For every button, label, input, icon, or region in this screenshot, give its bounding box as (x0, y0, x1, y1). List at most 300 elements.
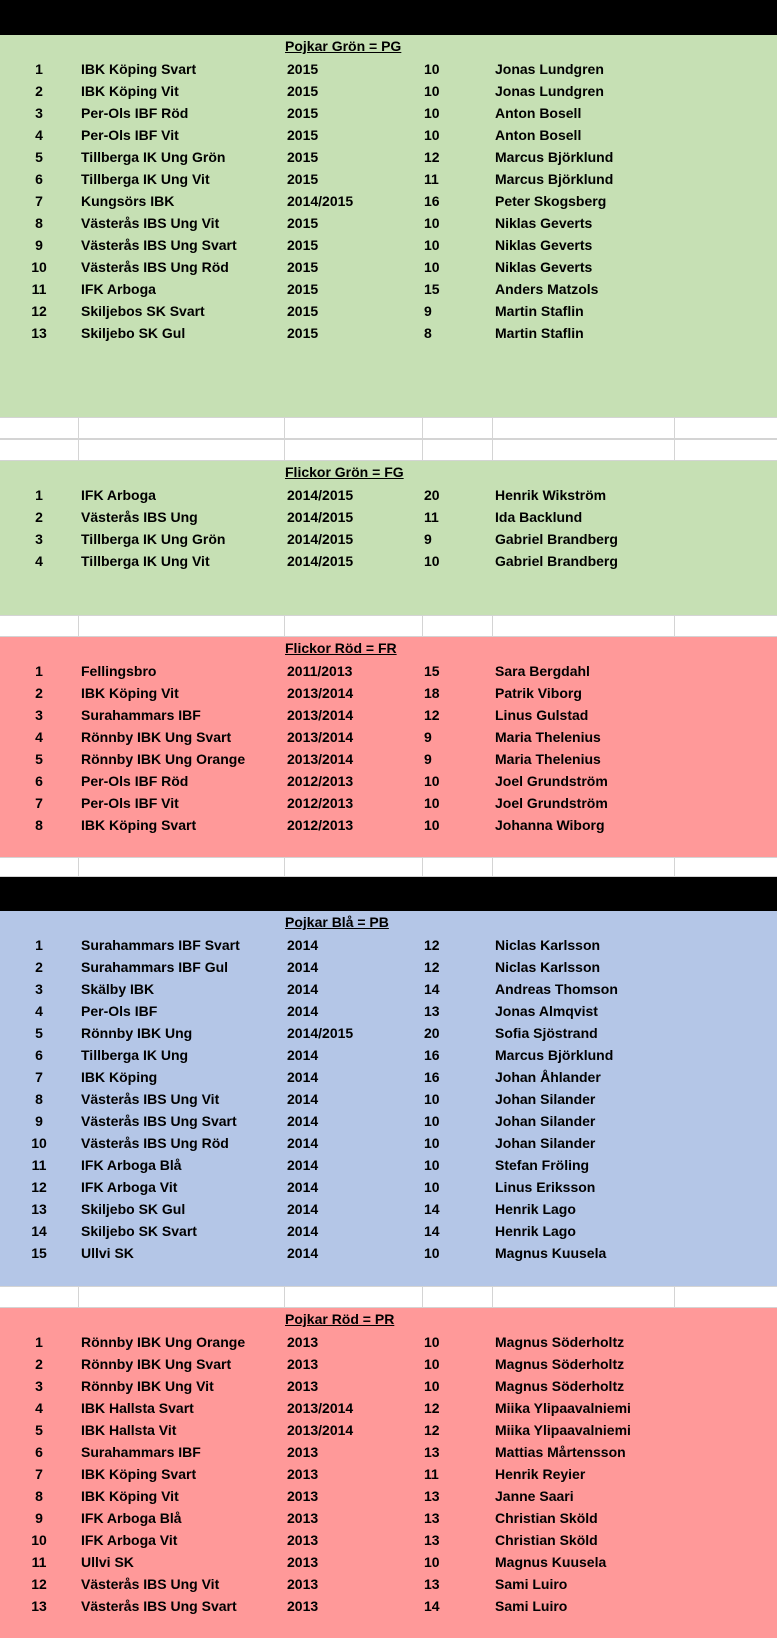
cell-birth-year: 2014 (287, 1245, 319, 1261)
cell-number: 10 (31, 259, 47, 275)
table-row (0, 1485, 777, 1507)
cell-birth-year: 2014/2015 (287, 193, 354, 209)
cell-leader: Niclas Karlsson (495, 959, 601, 975)
cell-leader: Maria Thelenius (495, 729, 601, 745)
cell-number: 12 (31, 1179, 47, 1195)
section-flickor-gron (0, 461, 777, 615)
table-row (0, 80, 777, 102)
cell-team: Västerås IBS Ung Röd (81, 1135, 229, 1151)
cell-leader: Magnus Söderholtz (495, 1378, 625, 1394)
cell-leader: Peter Skogsberg (495, 193, 607, 209)
cell-number: 4 (35, 1400, 43, 1416)
cell-team: Surahammars IBF (81, 1444, 201, 1460)
cell-number: 11 (31, 281, 47, 297)
section-title: Flickor Grön = FG (285, 464, 404, 480)
cell-players: 16 (424, 193, 440, 209)
cell-leader: Johan Silander (495, 1113, 596, 1129)
cell-birth-year: 2013 (287, 1598, 319, 1614)
cell-leader: Sami Luiro (495, 1576, 568, 1592)
table-row (0, 956, 777, 978)
cell-players: 20 (424, 1025, 440, 1041)
cell-players: 10 (424, 1179, 440, 1195)
cell-players: 10 (424, 61, 440, 77)
cell-birth-year: 2014 (287, 1179, 319, 1195)
cell-birth-year: 2014 (287, 1047, 319, 1063)
table-row (0, 1132, 777, 1154)
cell-number: 6 (35, 1047, 43, 1063)
cell-leader: Joel Grundström (495, 773, 608, 789)
cell-birth-year: 2013 (287, 1532, 319, 1548)
section-flickor-rod (0, 637, 777, 857)
table-row (0, 1000, 777, 1022)
cell-birth-year: 2011/2013 (287, 663, 353, 679)
table-row (0, 124, 777, 146)
section-title: Pojkar Blå = PB (285, 914, 389, 930)
cell-birth-year: 2014/2015 (287, 1025, 354, 1041)
cell-players: 13 (424, 1510, 440, 1526)
cell-number: 8 (35, 215, 43, 231)
cell-number: 1 (35, 663, 43, 679)
cell-leader: Mattias Mårtensson (495, 1444, 626, 1460)
cell-birth-year: 2014 (287, 1091, 319, 1107)
cell-birth-year: 2013 (287, 1378, 319, 1394)
cell-team: Per-Ols IBF Vit (81, 127, 179, 143)
cell-leader: Niklas Geverts (495, 259, 593, 275)
cell-leader: Miika Ylipaavalniemi (495, 1400, 631, 1416)
cell-leader: Magnus Kuusela (495, 1245, 607, 1261)
cell-players: 14 (424, 1598, 440, 1614)
cell-team: IFK Arboga (81, 487, 156, 503)
cell-leader: Jonas Lundgren (495, 83, 604, 99)
cell-team: Ullvi SK (81, 1245, 134, 1261)
cell-players: 10 (424, 1554, 440, 1570)
cell-players: 20 (424, 487, 440, 503)
cell-players: 10 (424, 773, 440, 789)
cell-number: 10 (31, 1135, 47, 1151)
cell-leader: Maria Thelenius (495, 751, 601, 767)
cell-number: 7 (35, 1069, 43, 1085)
cell-team: IBK Köping Vit (81, 1488, 179, 1504)
header-bar-top (0, 0, 777, 35)
cell-number: 2 (35, 1356, 43, 1372)
cell-players: 10 (424, 83, 440, 99)
cell-team: Tillberga IK Ung Grön (81, 149, 226, 165)
cell-birth-year: 2014 (287, 1003, 319, 1019)
table-row (0, 814, 777, 836)
cell-leader: Magnus Söderholtz (495, 1334, 625, 1350)
cell-team: Surahammars IBF Gul (81, 959, 229, 975)
empty-row (0, 417, 777, 439)
table-row (0, 1044, 777, 1066)
cell-birth-year: 2013/2014 (287, 1400, 354, 1416)
cell-leader: Henrik Lago (495, 1223, 576, 1239)
table-row (0, 484, 777, 506)
cell-birth-year: 2013/2014 (287, 685, 354, 701)
cell-team: Tillberga IK Ung Grön (81, 531, 226, 547)
cell-birth-year: 2015 (287, 171, 319, 187)
table-row (0, 168, 777, 190)
cell-birth-year: 2015 (287, 215, 319, 231)
cell-number: 3 (35, 707, 43, 723)
cell-birth-year: 2015 (287, 237, 319, 253)
cell-birth-year: 2013/2014 (287, 1422, 354, 1438)
cell-team: Västerås IBS Ung Svart (81, 237, 237, 253)
cell-birth-year: 2014 (287, 1157, 319, 1173)
cell-players: 10 (424, 259, 440, 275)
table-row (0, 1441, 777, 1463)
cell-players: 13 (424, 1532, 440, 1548)
cell-players: 10 (424, 127, 440, 143)
cell-leader: Anton Bosell (495, 127, 582, 143)
cell-number: 2 (35, 83, 43, 99)
cell-birth-year: 2013/2014 (287, 729, 354, 745)
cell-team: Skiljebo SK Svart (81, 1223, 197, 1239)
cell-players: 18 (424, 685, 440, 701)
cell-team: Västerås IBS Ung Vit (81, 215, 220, 231)
cell-leader: Henrik Lago (495, 1201, 576, 1217)
table-row (0, 146, 777, 168)
empty-row (0, 615, 777, 637)
cell-number: 4 (35, 127, 43, 143)
cell-number: 3 (35, 1378, 43, 1394)
cell-leader: Patrik Viborg (495, 685, 582, 701)
cell-team: IBK Köping Vit (81, 685, 179, 701)
table-row (0, 934, 777, 956)
cell-birth-year: 2014 (287, 981, 319, 997)
cell-players: 12 (424, 1422, 440, 1438)
cell-players: 13 (424, 1576, 440, 1592)
cell-players: 12 (424, 959, 440, 975)
cell-leader: Marcus Björklund (495, 1047, 614, 1063)
table-row (0, 212, 777, 234)
table-row (0, 1353, 777, 1375)
cell-number: 4 (35, 553, 43, 569)
cell-players: 14 (424, 981, 440, 997)
cell-team: Rönnby IBK Ung Orange (81, 751, 246, 767)
cell-team: Västerås IBS Ung Röd (81, 259, 229, 275)
section-title: Pojkar Grön = PG (285, 38, 402, 54)
empty-row (0, 439, 777, 461)
cell-leader: Niklas Geverts (495, 215, 593, 231)
cell-players: 9 (424, 751, 432, 767)
cell-birth-year: 2015 (287, 105, 319, 121)
table-row (0, 256, 777, 278)
table-row (0, 1463, 777, 1485)
table-row (0, 770, 777, 792)
header-bar-middle (0, 877, 777, 911)
cell-players: 10 (424, 1157, 440, 1173)
cell-birth-year: 2015 (287, 127, 319, 143)
cell-number: 13 (31, 1598, 47, 1614)
cell-leader: Henrik Wikström (495, 487, 607, 503)
cell-leader: Johan Silander (495, 1135, 596, 1151)
cell-leader: Gabriel Brandberg (495, 553, 618, 569)
cell-team: Västerås IBS Ung Vit (81, 1576, 220, 1592)
section-title: Pojkar Röd = PR (285, 1311, 395, 1327)
table-row (0, 1551, 777, 1573)
cell-number: 5 (35, 1025, 43, 1041)
cell-birth-year: 2014/2015 (287, 487, 354, 503)
cell-leader: Johan Åhlander (495, 1069, 601, 1085)
table-row (0, 1220, 777, 1242)
cell-birth-year: 2014 (287, 1113, 319, 1129)
cell-players: 14 (424, 1223, 440, 1239)
table-row (0, 978, 777, 1000)
cell-players: 14 (424, 1201, 440, 1217)
cell-team: Västerås IBS Ung Vit (81, 1091, 220, 1107)
cell-team: IBK Köping Svart (81, 817, 197, 833)
cell-leader: Linus Eriksson (495, 1179, 596, 1195)
cell-team: Rönnby IBK Ung Svart (81, 729, 232, 745)
cell-birth-year: 2014 (287, 959, 319, 975)
cell-team: Skiljebo SK Gul (81, 325, 186, 341)
section-pojkar-gron (0, 35, 777, 417)
cell-birth-year: 2014/2015 (287, 509, 354, 525)
cell-leader: Miika Ylipaavalniemi (495, 1422, 631, 1438)
cell-leader: Janne Saari (495, 1488, 574, 1504)
cell-birth-year: 2014/2015 (287, 531, 354, 547)
cell-players: 12 (424, 707, 440, 723)
cell-leader: Andreas Thomson (495, 981, 618, 997)
table-row (0, 1595, 777, 1617)
cell-players: 10 (424, 817, 440, 833)
table-row (0, 190, 777, 212)
table-row (0, 1154, 777, 1176)
cell-players: 10 (424, 1245, 440, 1261)
cell-players: 15 (424, 663, 440, 679)
cell-team: Rönnby IBK Ung Orange (81, 1334, 246, 1350)
cell-birth-year: 2015 (287, 61, 319, 77)
cell-leader: Christian Sköld (495, 1532, 598, 1548)
table-row (0, 1176, 777, 1198)
cell-leader: Niclas Karlsson (495, 937, 601, 953)
cell-leader: Henrik Reyier (495, 1466, 586, 1482)
cell-leader: Jonas Lundgren (495, 61, 604, 77)
cell-leader: Johanna Wiborg (495, 817, 605, 833)
cell-leader: Sami Luiro (495, 1598, 568, 1614)
table-row (0, 58, 777, 80)
cell-birth-year: 2012/2013 (287, 817, 354, 833)
cell-leader: Anton Bosell (495, 105, 582, 121)
cell-players: 10 (424, 795, 440, 811)
cell-players: 10 (424, 105, 440, 121)
cell-birth-year: 2013 (287, 1444, 319, 1460)
empty-row (0, 857, 777, 877)
cell-leader: Anders Matzols (495, 281, 599, 297)
section-title: Flickor Röd = FR (285, 640, 397, 656)
cell-team: IBK Köping Svart (81, 1466, 197, 1482)
cell-birth-year: 2012/2013 (287, 773, 354, 789)
cell-number: 7 (35, 193, 43, 209)
cell-number: 6 (35, 1444, 43, 1460)
cell-team: Västerås IBS Ung (81, 509, 198, 525)
cell-leader: Joel Grundström (495, 795, 608, 811)
cell-number: 11 (31, 1157, 47, 1173)
table-row (0, 300, 777, 322)
cell-birth-year: 2013 (287, 1488, 319, 1504)
cell-birth-year: 2015 (287, 259, 319, 275)
table-row (0, 1110, 777, 1132)
cell-number: 10 (31, 1532, 47, 1548)
cell-birth-year: 2015 (287, 325, 319, 341)
cell-leader: Niklas Geverts (495, 237, 593, 253)
cell-number: 9 (35, 237, 43, 253)
cell-team: IBK Köping (81, 1069, 158, 1085)
cell-players: 10 (424, 1378, 440, 1394)
cell-birth-year: 2013 (287, 1576, 319, 1592)
cell-players: 11 (424, 509, 439, 525)
cell-team: Kungsörs IBK (81, 193, 175, 209)
cell-birth-year: 2013/2014 (287, 707, 354, 723)
cell-team: Tillberga IK Ung Vit (81, 553, 210, 569)
table-row (0, 1507, 777, 1529)
cell-players: 8 (424, 325, 432, 341)
table-row (0, 1529, 777, 1551)
cell-number: 4 (35, 729, 43, 745)
cell-birth-year: 2013/2014 (287, 751, 354, 767)
cell-leader: Magnus Söderholtz (495, 1356, 625, 1372)
cell-players: 11 (424, 1466, 439, 1482)
cell-team: Per-Ols IBF Vit (81, 795, 179, 811)
cell-number: 7 (35, 1466, 43, 1482)
cell-players: 16 (424, 1069, 440, 1085)
cell-birth-year: 2015 (287, 83, 319, 99)
table-row (0, 1331, 777, 1353)
cell-team: Skiljebo SK Gul (81, 1201, 186, 1217)
cell-number: 8 (35, 1488, 43, 1504)
cell-number: 4 (35, 1003, 43, 1019)
cell-number: 2 (35, 509, 43, 525)
cell-birth-year: 2014 (287, 1201, 319, 1217)
cell-birth-year: 2013 (287, 1356, 319, 1372)
cell-leader: Marcus Björklund (495, 171, 614, 187)
cell-birth-year: 2015 (287, 303, 319, 319)
cell-number: 3 (35, 981, 43, 997)
table-row (0, 726, 777, 748)
cell-team: Skiljebos SK Svart (81, 303, 205, 319)
cell-number: 5 (35, 1422, 43, 1438)
cell-birth-year: 2013 (287, 1466, 319, 1482)
cell-number: 3 (35, 531, 43, 547)
cell-players: 9 (424, 303, 432, 319)
cell-number: 6 (35, 171, 43, 187)
cell-number: 9 (35, 1510, 43, 1526)
cell-players: 10 (424, 1091, 440, 1107)
cell-players: 10 (424, 1356, 440, 1372)
cell-number: 15 (31, 1245, 47, 1261)
cell-birth-year: 2014/2015 (287, 553, 354, 569)
cell-players: 10 (424, 1135, 440, 1151)
cell-team: Tillberga IK Ung (81, 1047, 189, 1063)
table-row (0, 234, 777, 256)
cell-number: 6 (35, 773, 43, 789)
cell-team: IFK Arboga Vit (81, 1179, 178, 1195)
table-row (0, 1573, 777, 1595)
cell-number: 5 (35, 149, 43, 165)
cell-team: IFK Arboga Blå (81, 1510, 182, 1526)
cell-leader: Linus Gulstad (495, 707, 589, 723)
section-pojkar-bla (0, 911, 777, 1286)
cell-number: 13 (31, 1201, 47, 1217)
cell-birth-year: 2013 (287, 1554, 319, 1570)
table-row (0, 506, 777, 528)
cell-team: Västerås IBS Ung Svart (81, 1598, 237, 1614)
cell-team: Rönnby IBK Ung Svart (81, 1356, 232, 1372)
table-row (0, 528, 777, 550)
cell-team: Ullvi SK (81, 1554, 134, 1570)
cell-team: Per-Ols IBF Röd (81, 773, 189, 789)
cell-number: 5 (35, 751, 43, 767)
cell-number: 11 (31, 1554, 47, 1570)
cell-players: 16 (424, 1047, 440, 1063)
table-row (0, 1198, 777, 1220)
cell-players: 10 (424, 215, 440, 231)
cell-leader: Jonas Almqvist (495, 1003, 598, 1019)
cell-leader: Martin Staflin (495, 325, 584, 341)
cell-birth-year: 2014 (287, 1135, 319, 1151)
cell-team: Rönnby IBK Ung Vit (81, 1378, 214, 1394)
cell-number: 2 (35, 685, 43, 701)
cell-leader: Gabriel Brandberg (495, 531, 618, 547)
cell-leader: Johan Silander (495, 1091, 596, 1107)
cell-team: Surahammars IBF Svart (81, 937, 240, 953)
cell-players: 10 (424, 553, 440, 569)
cell-leader: Martin Staflin (495, 303, 584, 319)
cell-players: 9 (424, 531, 432, 547)
cell-number: 1 (35, 937, 43, 953)
cell-players: 9 (424, 729, 432, 745)
cell-number: 14 (31, 1223, 47, 1239)
table-row (0, 792, 777, 814)
cell-number: 3 (35, 105, 43, 121)
cell-leader: Stefan Fröling (495, 1157, 590, 1173)
cell-number: 8 (35, 817, 43, 833)
table-row (0, 1419, 777, 1441)
cell-leader: Ida Backlund (495, 509, 583, 525)
cell-team: Västerås IBS Ung Svart (81, 1113, 237, 1129)
cell-team: IBK Köping Vit (81, 83, 179, 99)
empty-row (0, 1286, 777, 1308)
table-row (0, 550, 777, 572)
table-row (0, 682, 777, 704)
cell-team: Tillberga IK Ung Vit (81, 171, 210, 187)
table-row (0, 102, 777, 124)
cell-team: Per-Ols IBF Röd (81, 105, 189, 121)
cell-number: 1 (35, 61, 43, 77)
cell-team: Skälby IBK (81, 981, 155, 997)
cell-players: 10 (424, 237, 440, 253)
table-row (0, 1088, 777, 1110)
cell-number: 7 (35, 795, 43, 811)
cell-birth-year: 2012/2013 (287, 795, 354, 811)
cell-players: 11 (424, 171, 439, 187)
cell-team: Fellingsbro (81, 663, 157, 679)
table-row (0, 1066, 777, 1088)
table-row (0, 1375, 777, 1397)
cell-birth-year: 2013 (287, 1334, 319, 1350)
cell-leader: Marcus Björklund (495, 149, 614, 165)
cell-players: 13 (424, 1488, 440, 1504)
cell-players: 12 (424, 149, 440, 165)
table-row (0, 748, 777, 770)
cell-birth-year: 2013 (287, 1510, 319, 1526)
cell-players: 13 (424, 1444, 440, 1460)
cell-team: IFK Arboga Blå (81, 1157, 182, 1173)
table-row (0, 1397, 777, 1419)
cell-number: 12 (31, 303, 47, 319)
cell-number: 1 (35, 1334, 43, 1350)
cell-birth-year: 2015 (287, 281, 319, 297)
